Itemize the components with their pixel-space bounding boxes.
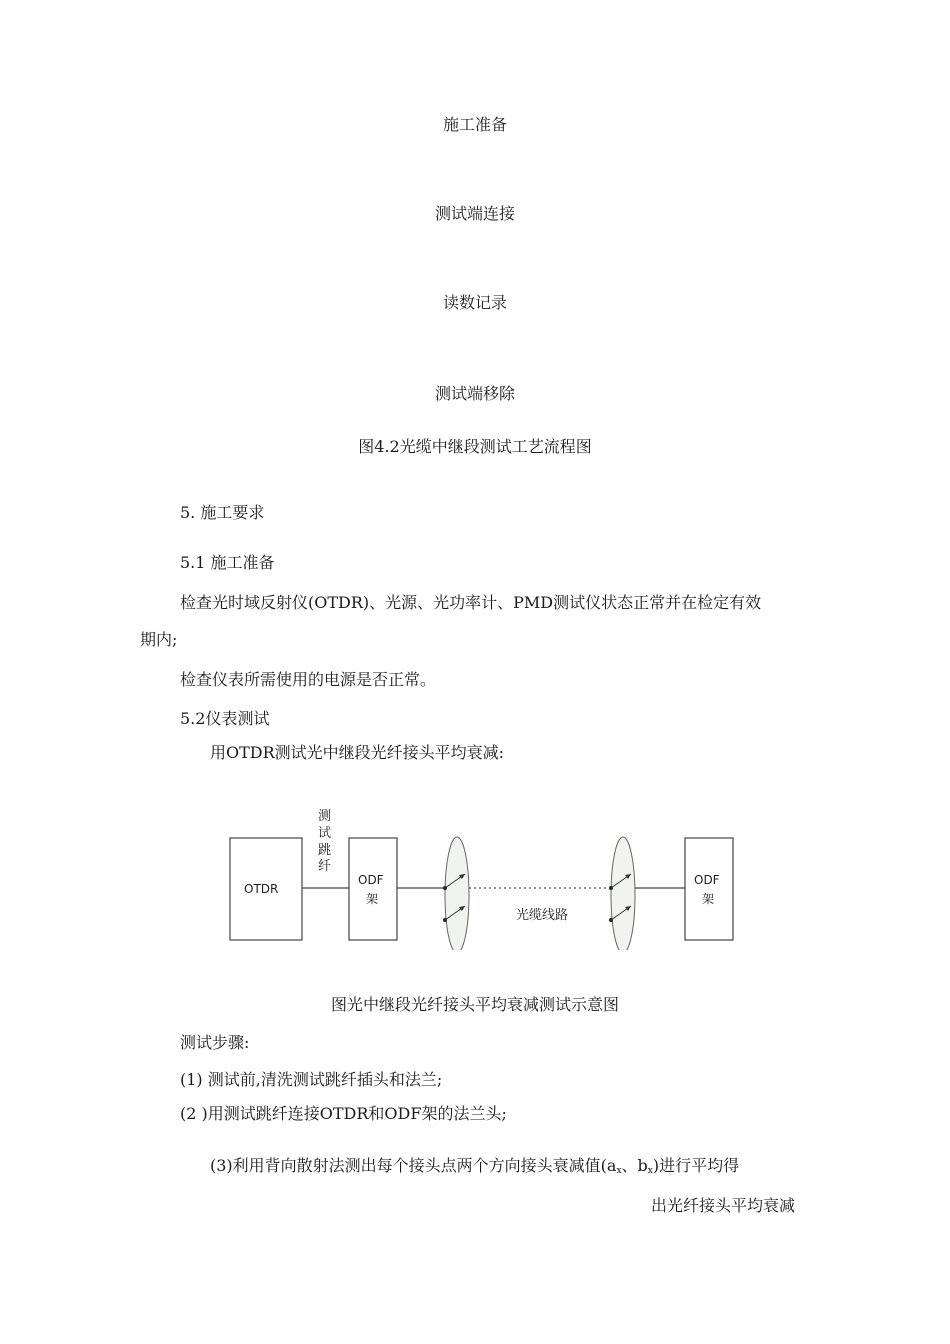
diagram-caption: 图光中继段光纤接头平均衰减测试示意图 bbox=[330, 995, 619, 1014]
flow-step-prep: 施工准备 bbox=[442, 115, 507, 134]
jumper-label-char-4: 纤 bbox=[318, 859, 332, 874]
splice-right-ellipse bbox=[611, 837, 635, 950]
step-3-sub-a: x bbox=[616, 1166, 622, 1176]
odf-left-label-top: ODF bbox=[358, 873, 384, 887]
section-5-1-heading: 5.1 施工准备 bbox=[180, 553, 275, 572]
otdr-label: OTDR bbox=[244, 882, 279, 896]
step-2: (2 )用测试跳纤连接OTDR和ODF架的法兰头; bbox=[180, 1104, 507, 1123]
odf-right-label-bottom: 架 bbox=[702, 892, 715, 906]
jumper-label-char-1: 测 bbox=[318, 809, 332, 824]
section-5-2-heading: 5.2仪表测试 bbox=[180, 709, 270, 728]
odf-left-box bbox=[349, 838, 397, 940]
test-setup-diagram bbox=[225, 800, 740, 950]
flow-caption: 图4.2光缆中继段测试工艺流程图 bbox=[358, 437, 592, 456]
cable-label: 光缆线路 bbox=[516, 908, 569, 923]
jumper-label-char-2: 试 bbox=[318, 826, 332, 841]
section-5-heading: 5. 施工要求 bbox=[180, 503, 265, 522]
flow-step-remove: 测试端移除 bbox=[434, 384, 515, 403]
flow-step-connect: 测试端连接 bbox=[434, 204, 515, 223]
jumper-label-char-3: 跳 bbox=[318, 843, 332, 858]
splice-left-ellipse bbox=[445, 837, 469, 950]
steps-title: 测试步骤: bbox=[180, 1033, 250, 1052]
odf-left-label-bottom: 架 bbox=[366, 892, 379, 906]
paragraph-check-instruments-line2: 期内; bbox=[140, 630, 178, 649]
step-3-post: )进行平均得 bbox=[652, 1156, 740, 1175]
odf-right-box bbox=[685, 838, 733, 940]
step-3-line2: 出光纤接头平均衰减 bbox=[651, 1196, 796, 1215]
step-3-line1 bbox=[210, 1156, 739, 1181]
step-1: (1) 测试前,清洗测试跳纤插头和法兰; bbox=[180, 1070, 443, 1089]
flow-step-record: 读数记录 bbox=[442, 293, 507, 312]
step-3-mid: 、b bbox=[621, 1156, 648, 1175]
step-3-sub-b: x bbox=[647, 1166, 653, 1176]
paragraph-check-instruments-line1: 检查光时域反射仪(OTDR)、光源、光功率计、PMD测试仪状态正常并在检定有效 bbox=[180, 593, 762, 612]
odf-right-label-top: ODF bbox=[694, 873, 720, 887]
step-3-pre: (3)利用背向散射法测出每个接头点两个方向接头衰减值(a bbox=[210, 1156, 617, 1175]
paragraph-otdr-intro: 用OTDR测试光中继段光纤接头平均衰减: bbox=[210, 743, 505, 762]
paragraph-check-power: 检查仪表所需使用的电源是否正常。 bbox=[180, 670, 437, 689]
